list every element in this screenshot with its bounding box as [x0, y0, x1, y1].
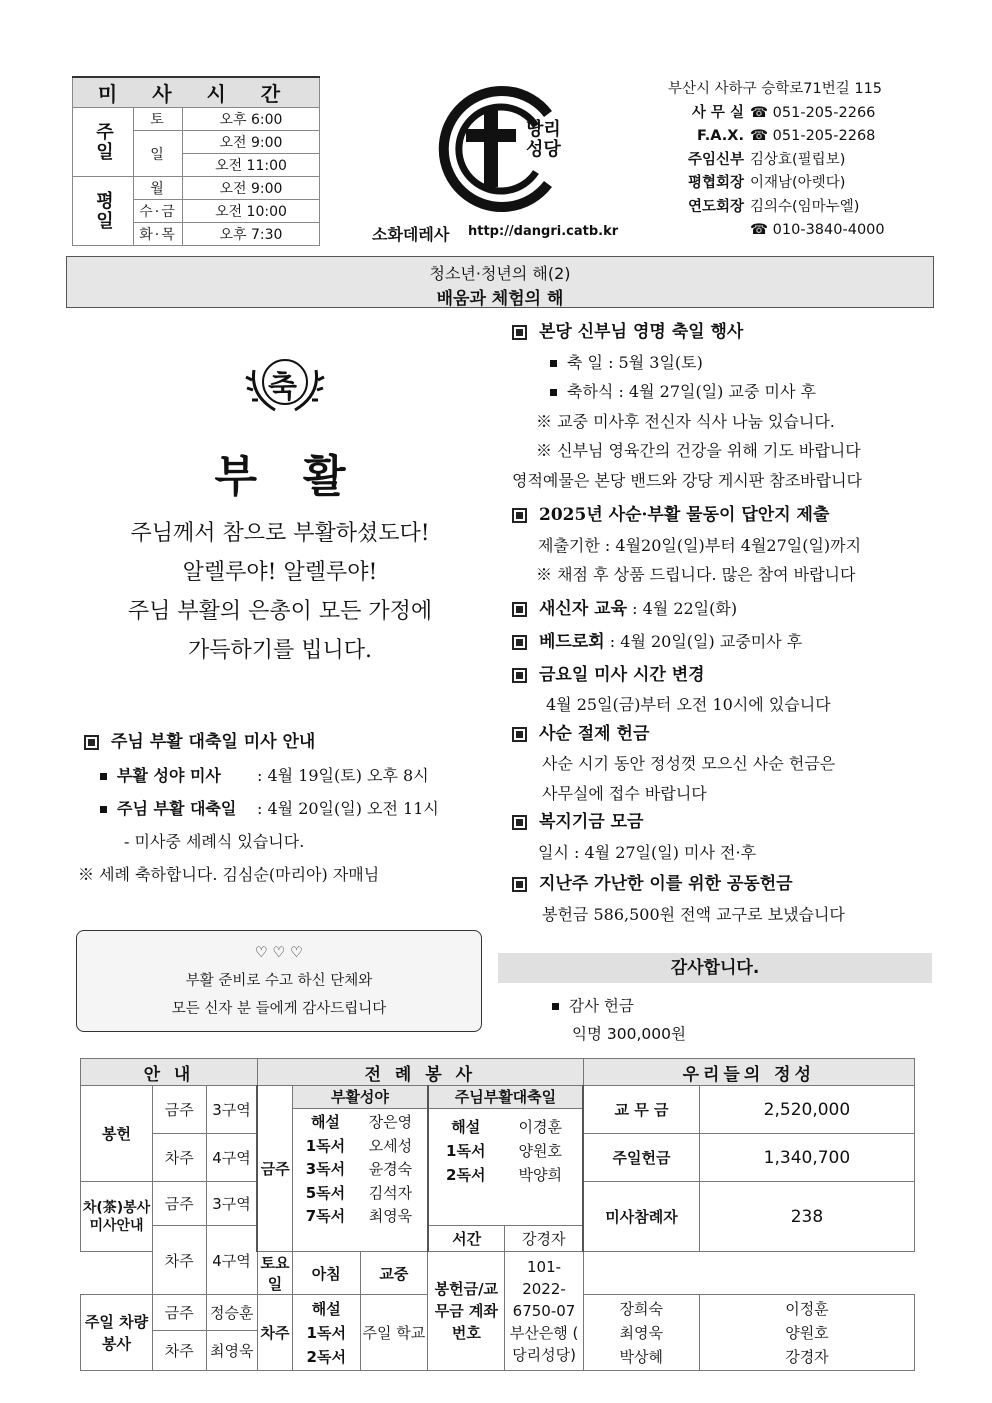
- theme-banner: [66, 256, 934, 308]
- person: 김석자: [368, 1183, 413, 1202]
- address: 부산시 사하구 승학로71번길 115: [668, 81, 883, 97]
- easter-line: 주님 부활의 은총이 모든 가정에: [127, 599, 433, 624]
- person: 박상혜: [619, 1347, 663, 1366]
- phone-icon: ☎: [750, 104, 773, 121]
- hearts-icon: ♡ ♡ ♡: [254, 945, 304, 961]
- council-label: 평협회장: [687, 175, 744, 191]
- gyojung-label: 교중: [360, 1252, 428, 1295]
- gratitude-title: 감사합니다.: [498, 953, 932, 983]
- notice-heading: 금요일 미사 시간 변경: [539, 664, 705, 685]
- notice-text: ※ 신부님 영육간의 건강을 위해 기도 바랍니다: [536, 441, 861, 460]
- sunday-offer-label: 주일헌금: [583, 1134, 699, 1182]
- person: 양원호: [518, 1142, 562, 1160]
- thanks-box: [76, 930, 482, 1032]
- weekday-label: 평일: [73, 177, 134, 246]
- guide-title: 안 내: [81, 1059, 258, 1086]
- notice-heading: 2025년 사순·부활 물동이 답안지 제출: [539, 505, 830, 525]
- notice-text: 일시 : 4월 27일(일) 미사 전·후: [538, 842, 757, 862]
- parking-next: 최영욱: [206, 1331, 257, 1371]
- parking-this: 정승훈: [206, 1295, 257, 1331]
- office-phone: 051-205-2266: [772, 104, 876, 121]
- notice-text: 봉헌금 586,500원 전액 교구로 보냈습니다: [542, 904, 845, 924]
- bongheon-next: 4구역: [206, 1134, 257, 1182]
- fax-label: F.A.X.: [697, 128, 744, 144]
- bullet-icon: [100, 773, 107, 780]
- parking-label: 주일 차량봉사: [81, 1295, 153, 1371]
- tea-this: 3구역: [206, 1182, 257, 1226]
- notice-text: 사무실에 접수 바랍니다: [542, 783, 707, 803]
- account-label: 봉헌금/교무금 계좌번호: [428, 1252, 505, 1371]
- bank-name: 부산은행 ( 당리성당): [509, 1324, 579, 1364]
- role: 2독서: [446, 1166, 486, 1184]
- phone-icon: ☎: [750, 128, 773, 144]
- bottom-info-table: [80, 1058, 915, 1371]
- mass-day: 화·목: [134, 223, 183, 246]
- phone-icon: ☎: [750, 222, 773, 238]
- notice-heading: 사순 절제 헌금: [539, 723, 650, 744]
- notice-text: : 4월 20일(일) 교중미사 후: [609, 632, 803, 651]
- youth-phone: 010-3840-4000: [772, 222, 885, 238]
- banner-line1: 청소년·청년의 해(2): [429, 264, 571, 283]
- liturgy-title: 전 례 봉 사: [257, 1059, 583, 1086]
- person: 강경자: [785, 1347, 829, 1366]
- role: 1독서: [306, 1323, 346, 1342]
- vigil-roster: [292, 1086, 427, 1252]
- next-roles: [292, 1295, 360, 1371]
- bongheon-label: 봉헌: [81, 1086, 153, 1182]
- tea-label: 차(茶)봉사 미사안내: [81, 1182, 153, 1252]
- notice-heading: 새신자 교육: [539, 598, 628, 619]
- bullet-icon: [550, 360, 557, 367]
- role: 2독서: [306, 1347, 346, 1366]
- week-label: 차주: [153, 1226, 207, 1295]
- square-bullet-icon: [512, 635, 527, 650]
- mass-schedule-table: [72, 76, 320, 246]
- week-label: 금주: [153, 1182, 207, 1226]
- office-label: 사 무 실: [691, 104, 744, 121]
- person: 윤경숙: [368, 1160, 413, 1178]
- sunday-label: 주일: [73, 108, 134, 177]
- notice-heading: 지난주 가난한 이를 위한 공동헌금: [539, 874, 793, 894]
- bullet-icon: [100, 806, 107, 813]
- vigil-value: : 4월 19일(토) 오후 8시: [257, 766, 429, 785]
- vigil-label: 부활 성야 미사: [117, 766, 221, 785]
- church-logo: [430, 84, 580, 214]
- youth-name: 김의수(임마누엘): [750, 198, 860, 215]
- mass-day: 수·금: [134, 200, 183, 223]
- person: 이경훈: [518, 1118, 562, 1136]
- baptism-congrats: ※ 세례 축하합니다. 김심순(마리아) 자매님: [78, 865, 380, 884]
- easter-day-heading: 주님부활대축일: [429, 1086, 582, 1109]
- fax-phone: 051-205-2268: [772, 128, 876, 144]
- notice-text: : 4월 22일(화): [632, 598, 738, 618]
- person: 최영욱: [368, 1207, 413, 1225]
- mass-time: 오후 7:30: [183, 223, 320, 246]
- mass-time: 오전 9:00: [183, 131, 320, 154]
- seogan-name: 강경자: [505, 1226, 583, 1252]
- notice-text: 영적예물은 본당 밴드와 강당 게시판 참조바랍니다: [512, 470, 863, 490]
- role: 1독서: [305, 1136, 346, 1155]
- gratitude-section: [548, 992, 686, 1048]
- person: 최영욱: [619, 1323, 663, 1342]
- mass-day: 일: [134, 131, 183, 177]
- notice-text: 축하식 : 4월 27일(일) 교중 미사 후: [567, 382, 816, 401]
- gyojung-names: [699, 1295, 914, 1371]
- priest-name: 김상효(필립보): [750, 151, 846, 168]
- role: 3독서: [305, 1160, 346, 1178]
- square-bullet-icon: [512, 815, 527, 830]
- role: 해설: [451, 1118, 481, 1136]
- thanks-line: 부활 준비로 수고 하신 단체와: [185, 973, 373, 989]
- attendance-value: 238: [699, 1182, 914, 1252]
- notice-text: ※ 교중 미사후 전신자 식사 나눔 있습니다.: [536, 411, 835, 431]
- baptism-note: - 미사중 세례식 있습니다.: [124, 832, 305, 851]
- easter-message: [70, 514, 490, 670]
- square-bullet-icon: [512, 727, 527, 742]
- kyomu-label: 교 무 금: [583, 1086, 699, 1134]
- person: 이정훈: [785, 1299, 829, 1318]
- notice-heading: 베드로회: [539, 632, 605, 652]
- mass-time: 오전 11:00: [183, 154, 320, 177]
- mass-guide: [78, 726, 484, 891]
- square-bullet-icon: [512, 877, 527, 892]
- kyomu-value: 2,520,000: [699, 1086, 914, 1134]
- easter-title: 부 활: [214, 451, 346, 502]
- youth-label: 연도회장: [687, 198, 744, 215]
- church-url[interactable]: http://dangri.catb.kr: [468, 224, 619, 239]
- mass-day: 토: [134, 108, 183, 131]
- thanks-line: 모든 신자 분 들에게 감사드립니다: [171, 1001, 387, 1017]
- vigil-heading: 부활성야: [293, 1086, 427, 1109]
- week-label: 금주: [153, 1086, 207, 1134]
- bongheon-this: 3구역: [206, 1086, 257, 1134]
- sunday-school: 주일 학교: [360, 1295, 428, 1371]
- person: 장은영: [368, 1113, 413, 1131]
- role: 1독서: [446, 1142, 486, 1160]
- notice-heading: 본당 신부님 영명 축일 행사: [539, 322, 744, 342]
- account-info: [505, 1252, 583, 1371]
- easter-line: 가득하기를 빕니다.: [187, 638, 372, 663]
- easter-day-label: 주님 부활 대축일: [117, 799, 237, 818]
- bullet-icon: [552, 1003, 559, 1010]
- notice-heading: 복지기금 모금: [539, 812, 644, 832]
- notice-text: 제출기한 : 4월20일(일)부터 4월27일(일)까지: [538, 535, 862, 555]
- bullet-icon: [550, 389, 557, 396]
- morning-label: 아침: [292, 1252, 360, 1295]
- mass-guide-heading: 주님 부활 대축일 미사 안내: [111, 732, 316, 752]
- account-number: 101-2022-6750-07: [512, 1258, 576, 1320]
- square-bullet-icon: [512, 668, 527, 683]
- notice-text: ※ 채점 후 상품 드립니다. 많은 참여 바랍니다: [536, 565, 856, 584]
- person: 박양희: [518, 1166, 562, 1184]
- week-label: 차주: [153, 1331, 207, 1371]
- notice-text: 축 일 : 5월 3일(토): [567, 352, 703, 372]
- gratitude-value: 익명 300,000원: [572, 1025, 686, 1043]
- role: 해설: [310, 1113, 340, 1131]
- role: 7독서: [305, 1207, 346, 1225]
- square-bullet-icon: [84, 735, 99, 750]
- mass-day: 월: [134, 177, 183, 200]
- mass-time: 오전 9:00: [183, 177, 320, 200]
- mass-time: 오후 6:00: [183, 108, 320, 131]
- easter-day-roster: [428, 1086, 583, 1226]
- sunday-offer-value: 1,340,700: [699, 1134, 914, 1182]
- mass-time: 오전 10:00: [183, 200, 320, 223]
- chuk-text: 축: [268, 370, 297, 405]
- square-bullet-icon: [512, 602, 527, 617]
- square-bullet-icon: [512, 508, 527, 523]
- easter-day-value: : 4월 20일(일) 오전 11시: [257, 799, 439, 818]
- notice-text: 사순 시기 동안 정성껏 모으신 사순 헌금은: [542, 754, 836, 773]
- tea-next: 4구역: [206, 1226, 257, 1295]
- week-label: 차주: [153, 1134, 207, 1182]
- person: 장희숙: [619, 1299, 663, 1318]
- next-week-label: 차주: [257, 1295, 292, 1371]
- banner-line2: 배움과 체험의 해: [436, 289, 564, 309]
- week-label: 금주: [153, 1295, 207, 1331]
- mass-schedule-title: 미 사 시 간: [73, 77, 320, 108]
- logo-text-2: 성당: [526, 139, 561, 160]
- council-name: 이재남(아렛다): [750, 175, 846, 191]
- person: 오세성: [368, 1136, 413, 1155]
- offering-title: 우리들의 정성: [583, 1059, 914, 1086]
- priest-label: 주임신부: [687, 151, 744, 168]
- easter-line: 알렐루야! 알렐루야!: [182, 560, 378, 585]
- person: 양원호: [785, 1323, 829, 1342]
- easter-line: 주님께서 참으로 부활하셨도다!: [130, 521, 430, 546]
- morning-names: [583, 1295, 699, 1371]
- notice-text: 4월 25일(금)부터 오전 10시에 있습니다: [546, 695, 831, 714]
- gratitude-item: 감사 헌금: [569, 997, 634, 1015]
- logo-text-1: 당리: [526, 119, 561, 140]
- this-week-label: 금주: [257, 1086, 292, 1252]
- seogan-label: 서간: [428, 1226, 505, 1252]
- attendance-label: 미사참례자: [583, 1182, 699, 1252]
- role: 해설: [311, 1299, 341, 1318]
- church-info: [668, 78, 928, 243]
- role: 5독서: [305, 1183, 346, 1202]
- sat-label: 토요일: [257, 1252, 292, 1295]
- square-bullet-icon: [512, 325, 527, 340]
- patron-saint: 소화데레사: [372, 225, 450, 244]
- notices: [512, 318, 932, 929]
- chuk-emblem: [240, 350, 330, 420]
